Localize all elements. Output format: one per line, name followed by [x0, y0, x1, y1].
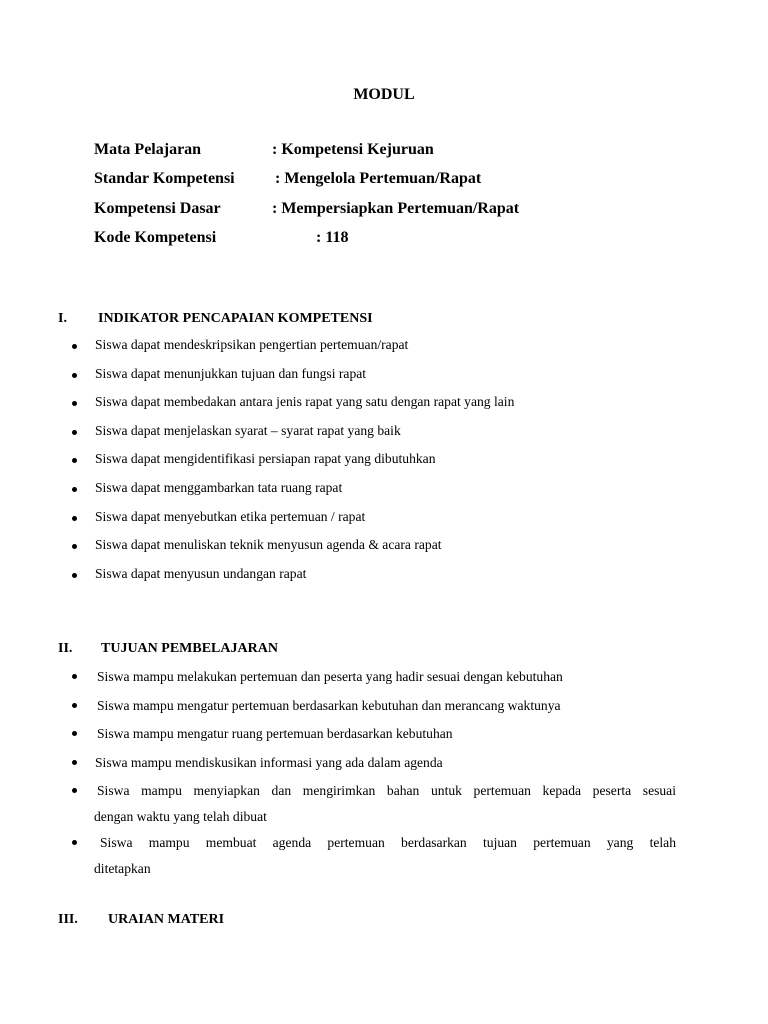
- bullet-icon: [72, 487, 77, 492]
- list-item: [70, 664, 676, 693]
- list-item: [70, 366, 676, 395]
- list-item-text-continued: dengan waktu yang telah dibuat: [94, 809, 267, 825]
- list-item: [70, 480, 676, 509]
- meta-value: : Kompetensi Kejuruan: [272, 141, 434, 158]
- list-item-text: Siswa dapat menjelaskan syarat – syarat rapat yang baik: [95, 422, 401, 438]
- meta-label: Kompetensi Dasar: [94, 199, 221, 217]
- meta-label: Mata Pelajaran: [94, 141, 202, 158]
- section-title: TUJUAN PEMBELAJARAN: [101, 641, 278, 656]
- bullet-icon: [72, 731, 77, 736]
- indicator-list: [70, 337, 676, 594]
- list-item-text: Siswa dapat menuliskan teknik menyusun agenda & acara rapat: [95, 537, 442, 553]
- bullet-icon: [72, 840, 77, 845]
- list-item-text: Siswa dapat menyusun undangan rapat: [95, 565, 307, 581]
- list-item: [70, 750, 676, 779]
- section-number: II.: [58, 641, 73, 656]
- bullet-icon: [72, 344, 77, 349]
- section-number: I.: [58, 311, 67, 326]
- bullet-icon: [72, 573, 77, 578]
- section-title: INDIKATOR PENCAPAIAN KOMPETENSI: [98, 311, 373, 326]
- list-item: [70, 721, 676, 750]
- list-item-text: Siswa dapat mengidentifikasi persiapan rapat yang dibutuhkan: [95, 451, 436, 467]
- bullet-icon: [72, 788, 77, 793]
- list-item: [70, 337, 676, 366]
- list-item: [70, 830, 676, 882]
- bullet-icon: [72, 674, 77, 679]
- list-item-text: Siswa dapat menunjukkan tujuan dan fungsi rapat: [95, 365, 367, 381]
- list-item-text-continued: ditetapkan: [94, 861, 151, 877]
- bullet-icon: [72, 458, 77, 463]
- section-title: URAIAN MATERI: [108, 912, 225, 927]
- bullet-icon: [72, 760, 77, 765]
- meta-label: Standar Kompetensi: [94, 170, 235, 188]
- section-number: III.: [58, 912, 78, 927]
- bullet-icon: [72, 703, 77, 708]
- list-item: [70, 693, 676, 722]
- page-title: MODUL: [353, 86, 415, 103]
- list-item-text: Siswa dapat mendeskripsikan pengertian pertemuan/rapat: [95, 337, 409, 352]
- bullet-icon: [72, 516, 77, 521]
- list-item: [70, 537, 676, 566]
- list-item-text: Siswa mampu mendiskusikan informasi yang ada dalam agenda: [95, 754, 443, 770]
- list-item: [70, 509, 676, 538]
- meta-value: : Mengelola Pertemuan/Rapat: [275, 170, 482, 188]
- list-item-text: Siswa mampu mengatur pertemuan berdasarkan kebutuhan dan merancang waktunya: [97, 697, 561, 713]
- list-item-text: Siswa mampu membuat agenda pertemuan berdasarkan tujuan pertemuan yang telah: [100, 835, 676, 851]
- list-item-text: Siswa dapat menggambarkan tata ruang rapat: [95, 479, 343, 495]
- list-item: [70, 566, 676, 595]
- bullet-icon: [72, 373, 77, 378]
- list-item: [70, 394, 676, 423]
- list-item-text: Siswa dapat membedakan antara jenis rapat yang satu dengan rapat yang lain: [95, 394, 515, 410]
- list-item-text: Siswa dapat menyebutkan etika pertemuan / rapat: [95, 508, 366, 524]
- list-item-text: Siswa mampu menyiapkan dan mengirimkan bahan untuk pertemuan kepada peserta sesuai: [97, 783, 676, 799]
- meta-value: : Mempersiapkan Pertemuan/Rapat: [272, 199, 520, 217]
- list-item: [70, 778, 676, 830]
- list-item-text: Siswa mampu mengatur ruang pertemuan berdasarkan kebutuhan: [97, 726, 453, 742]
- list-item: [70, 451, 676, 480]
- bullet-icon: [72, 544, 77, 549]
- meta-label: Kode Kompetensi: [94, 229, 217, 247]
- objective-list: [70, 664, 676, 882]
- bullet-icon: [72, 430, 77, 435]
- meta-value: : 118: [316, 229, 349, 247]
- list-item: [70, 423, 676, 452]
- bullet-icon: [72, 401, 77, 406]
- list-item-text: Siswa mampu melakukan pertemuan dan peserta yang hadir sesuai dengan kebutuhan: [97, 669, 563, 684]
